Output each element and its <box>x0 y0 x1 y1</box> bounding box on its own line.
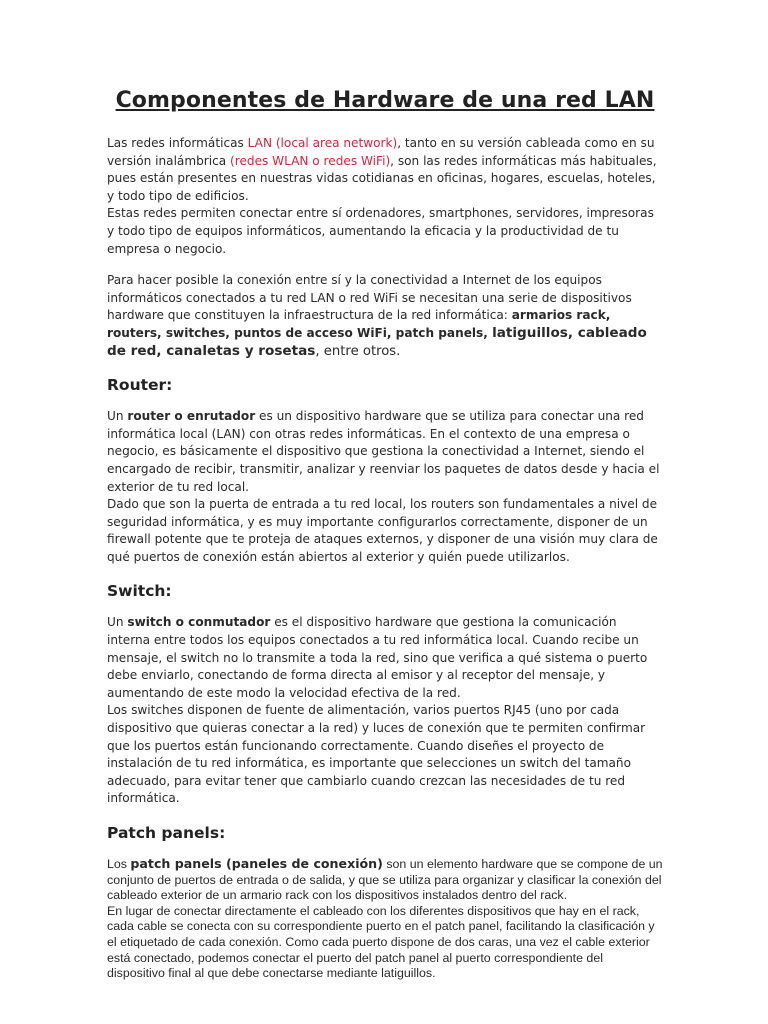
intro-paragraph-3 <box>107 272 663 360</box>
switch-text: es el dispositivo hardware que gestiona la comunicación interna entre todos los equipos conectados a tu red informática local. Cuando recibe un mensaje, el switch no lo transmite a toda la red, sino que verifica a qué sistema o puerto debe enviarlo, conectando de forma directa al emisor y al receptor del mensaje, y aumentando de este modo la velocidad efectiva de la red. <box>107 615 648 700</box>
switch-heading: Switch: <box>107 582 172 601</box>
switch-text: Un <box>107 615 128 630</box>
document-page <box>107 88 663 982</box>
router-term: router o enrutador <box>127 409 256 424</box>
intro-text: Las redes informáticas <box>107 136 248 150</box>
components-list-bold: armarios rack, routers, switches, puntos de acceso WiFi, patch panels <box>107 308 611 340</box>
intro-text: , son las redes informáticas más habituales, pues están presentes en nuestras vidas cotidianas en oficinas, hogares, escuelas, hoteles, y todo tipo de edificios. <box>107 153 657 203</box>
switch-term: switch o conmutador <box>127 615 271 630</box>
intro-paragraph-2: Estas redes permiten conectar entre sí ordenadores, smartphones, servidores, impresoras y todo tipo de equipos informáticos, aumentando la eficacia y la productividad de tu empresa o negocio. <box>107 206 654 256</box>
router-paragraph-2: Dado que son la puerta de entrada a tu red local, los routers son fundamentales a nivel de seguridad informática, y es muy importante configurarlos correctamente, disponer de un firewall potente que te proteja de ataques externos, y disponer de una visión muy clara de qué puertos de conexión están abiertos al exterior y quién puede utilizarlos. <box>107 497 658 564</box>
document-title: Componentes de Hardware de una red LAN <box>115 88 655 113</box>
intro-section <box>107 135 663 360</box>
components-list-comma: , <box>483 325 493 340</box>
switch-paragraph-2: Los switches disponen de fuente de alimentación, varios puertos RJ45 (uno por cada dispositivo que quieras conectar a la red) y luces de conexión que te permiten confirmar que los puertos están funcionando correctamente. Cuando diseñes el proyecto de instalación de tu red informática, es importante que selecciones un switch del tamaño adecuado, para evitar tener que cambiarlo cuando crezcan las necesidades de tu red informática. <box>107 703 646 806</box>
patch-text: son un elemento hardware que se compone de un conjunto de puertos de entrada o de salida, y que se utiliza para organizar y clasificar la conexión del cableado exterior de un armario rack con los dispositivos instalados dentro del rack. <box>107 857 663 903</box>
switch-section <box>107 614 663 808</box>
router-section <box>107 408 663 566</box>
intro-paragraph-1 <box>107 135 663 205</box>
patch-text: Los <box>107 857 131 871</box>
patch-paragraph-1 <box>107 856 663 904</box>
patch-panels-heading: Patch panels: <box>107 824 226 842</box>
lan-link[interactable]: LAN (local area network) <box>247 136 398 150</box>
switch-paragraph-1 <box>107 614 663 702</box>
wlan-link[interactable]: (redes WLAN o redes WiFi) <box>230 153 391 168</box>
router-text: Un <box>107 409 128 424</box>
intro-text: , tanto en su versión cableada como en su versión inalámbrica <box>107 136 655 168</box>
components-list-end: , entre otros. <box>315 343 401 359</box>
router-paragraph-1 <box>107 408 663 496</box>
patch-term: patch panels (paneles de conexión) <box>130 856 383 871</box>
router-heading: Router: <box>107 376 173 395</box>
intro-text: Para hacer posible la conexión entre sí y la conectividad a Internet de los equipos informáticos conectados a tu red LAN o red WiFi se necesitan una serie de dispositivos hardware que constituyen la infraestructura de la red informática: <box>107 273 632 323</box>
patch-paragraph-2: En lugar de conectar directamente el cableado con los diferentes dispositivos que hay en el rack, cada cable se conecta con su correspondiente puerto en el patch panel, facilitando la clasificación y el etiquetado de cada conexión. Como cada puerto dispone de dos caras, una vez el cable exterior está conectado, podemos conectar el puerto del patch panel al puerto correspondiente del dispositivo final al que debe conectarse mediante latiguillos. <box>107 903 655 981</box>
patch-panels-section <box>107 856 663 982</box>
router-text: es un dispositivo hardware que se utiliza para conectar una red informática local (LAN) con otras redes informáticas. En el contexto de una empresa o negocio, es básicamente el dispositivo que gestiona la conectividad a Internet, siendo el encargado de recibir, transmitir, analizar y reenviar los paquetes de datos desde y hacia el exterior de tu red local. <box>107 409 660 494</box>
components-list-large: latiguillos, cableado de red, canaletas y rosetas <box>107 324 647 359</box>
